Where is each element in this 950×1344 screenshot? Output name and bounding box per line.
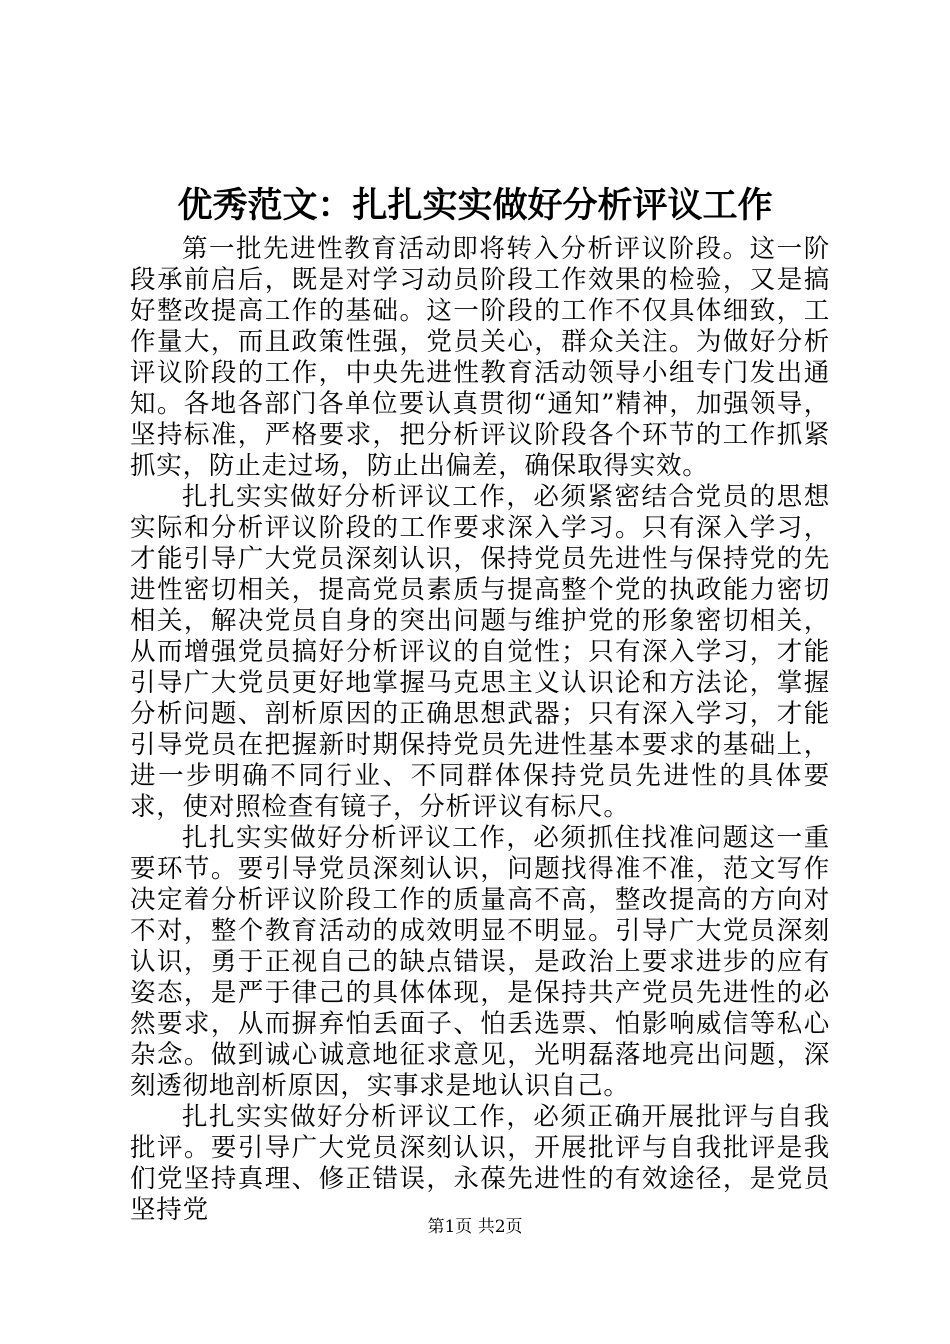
document-body: [130, 234, 830, 1226]
paragraph-1: 第一批先进性教育活动即将转入分析评议阶段。这一阶段承前启后，既是对学习动员阶段工作效果的检验，又是搞好整改提高工作的基础。这一阶段的工作不仅具体细致，工作量大，而且政策性强，党员关心，群众关注。为做好分析评议阶段的工作，中央先进性教育活动领导小组专门发出通知。各地各部门各单位要认真贯彻“通知”精神，加强领导，坚持标准，严格要求，把分析评议阶段各个环节的工作抓紧抓实，防止走过场，防止出偏差，确保取得实效。: [130, 234, 830, 481]
paragraph-2: 扎扎实实做好分析评议工作，必须紧密结合党员的思想实际和分析评议阶段的工作要求深入学习。只有深入学习，才能引导广大党员深刻认识，保持党员先进性与保持党的先进性密切相关，提高党员素质与提高整个党的执政能力密切相关，解决党员自身的突出问题与维护党的形象密切相关，从而增强党员搞好分析评议的自觉性；只有深入学习，才能引导广大党员更好地掌握马克思主义认识论和方法论，掌握分析问题、剖析原因的正确思想武器；只有深入学习，才能引导党员在把握新时期保持党员先进性基本要求的基础上，进一步明确不同行业、不同群体保持党员先进性的具体要求，使对照检查有镜子，分析评议有标尺。: [130, 482, 830, 822]
page-footer: 第1页 共2页: [427, 1217, 523, 1237]
paragraph-4: 扎扎实实做好分析评议工作，必须正确开展批评与自我批评。要引导广大党员深刻认识，开展批评与自我批评是我们党坚持真理、修正错误，永葆先进性的有效途径，是党员坚持党: [130, 1102, 830, 1225]
document-title: 优秀范文：扎扎实实做好分析评议工作: [177, 185, 773, 226]
paragraph-3: 扎扎实实做好分析评议工作，必须抓住找准问题这一重要环节。要引导党员深刻认识，问题找得准不准，范文写作决定着分析评议阶段工作的质量高不高，整改提高的方向对不对，整个教育活动的成效明显不明显。引导广大党员深刻认识，勇于正视自己的缺点错误，是政治上要求进步的应有姿态，是严于律己的具体体现，是保持共产党员先进性的必然要求，从而摒弃怕丢面子、怕丢选票、怕影响威信等私心杂念。做到诚心诚意地征求意见，光明磊落地亮出问题，深刻透彻地剖析原因，实事求是地认识自己。: [130, 823, 830, 1101]
